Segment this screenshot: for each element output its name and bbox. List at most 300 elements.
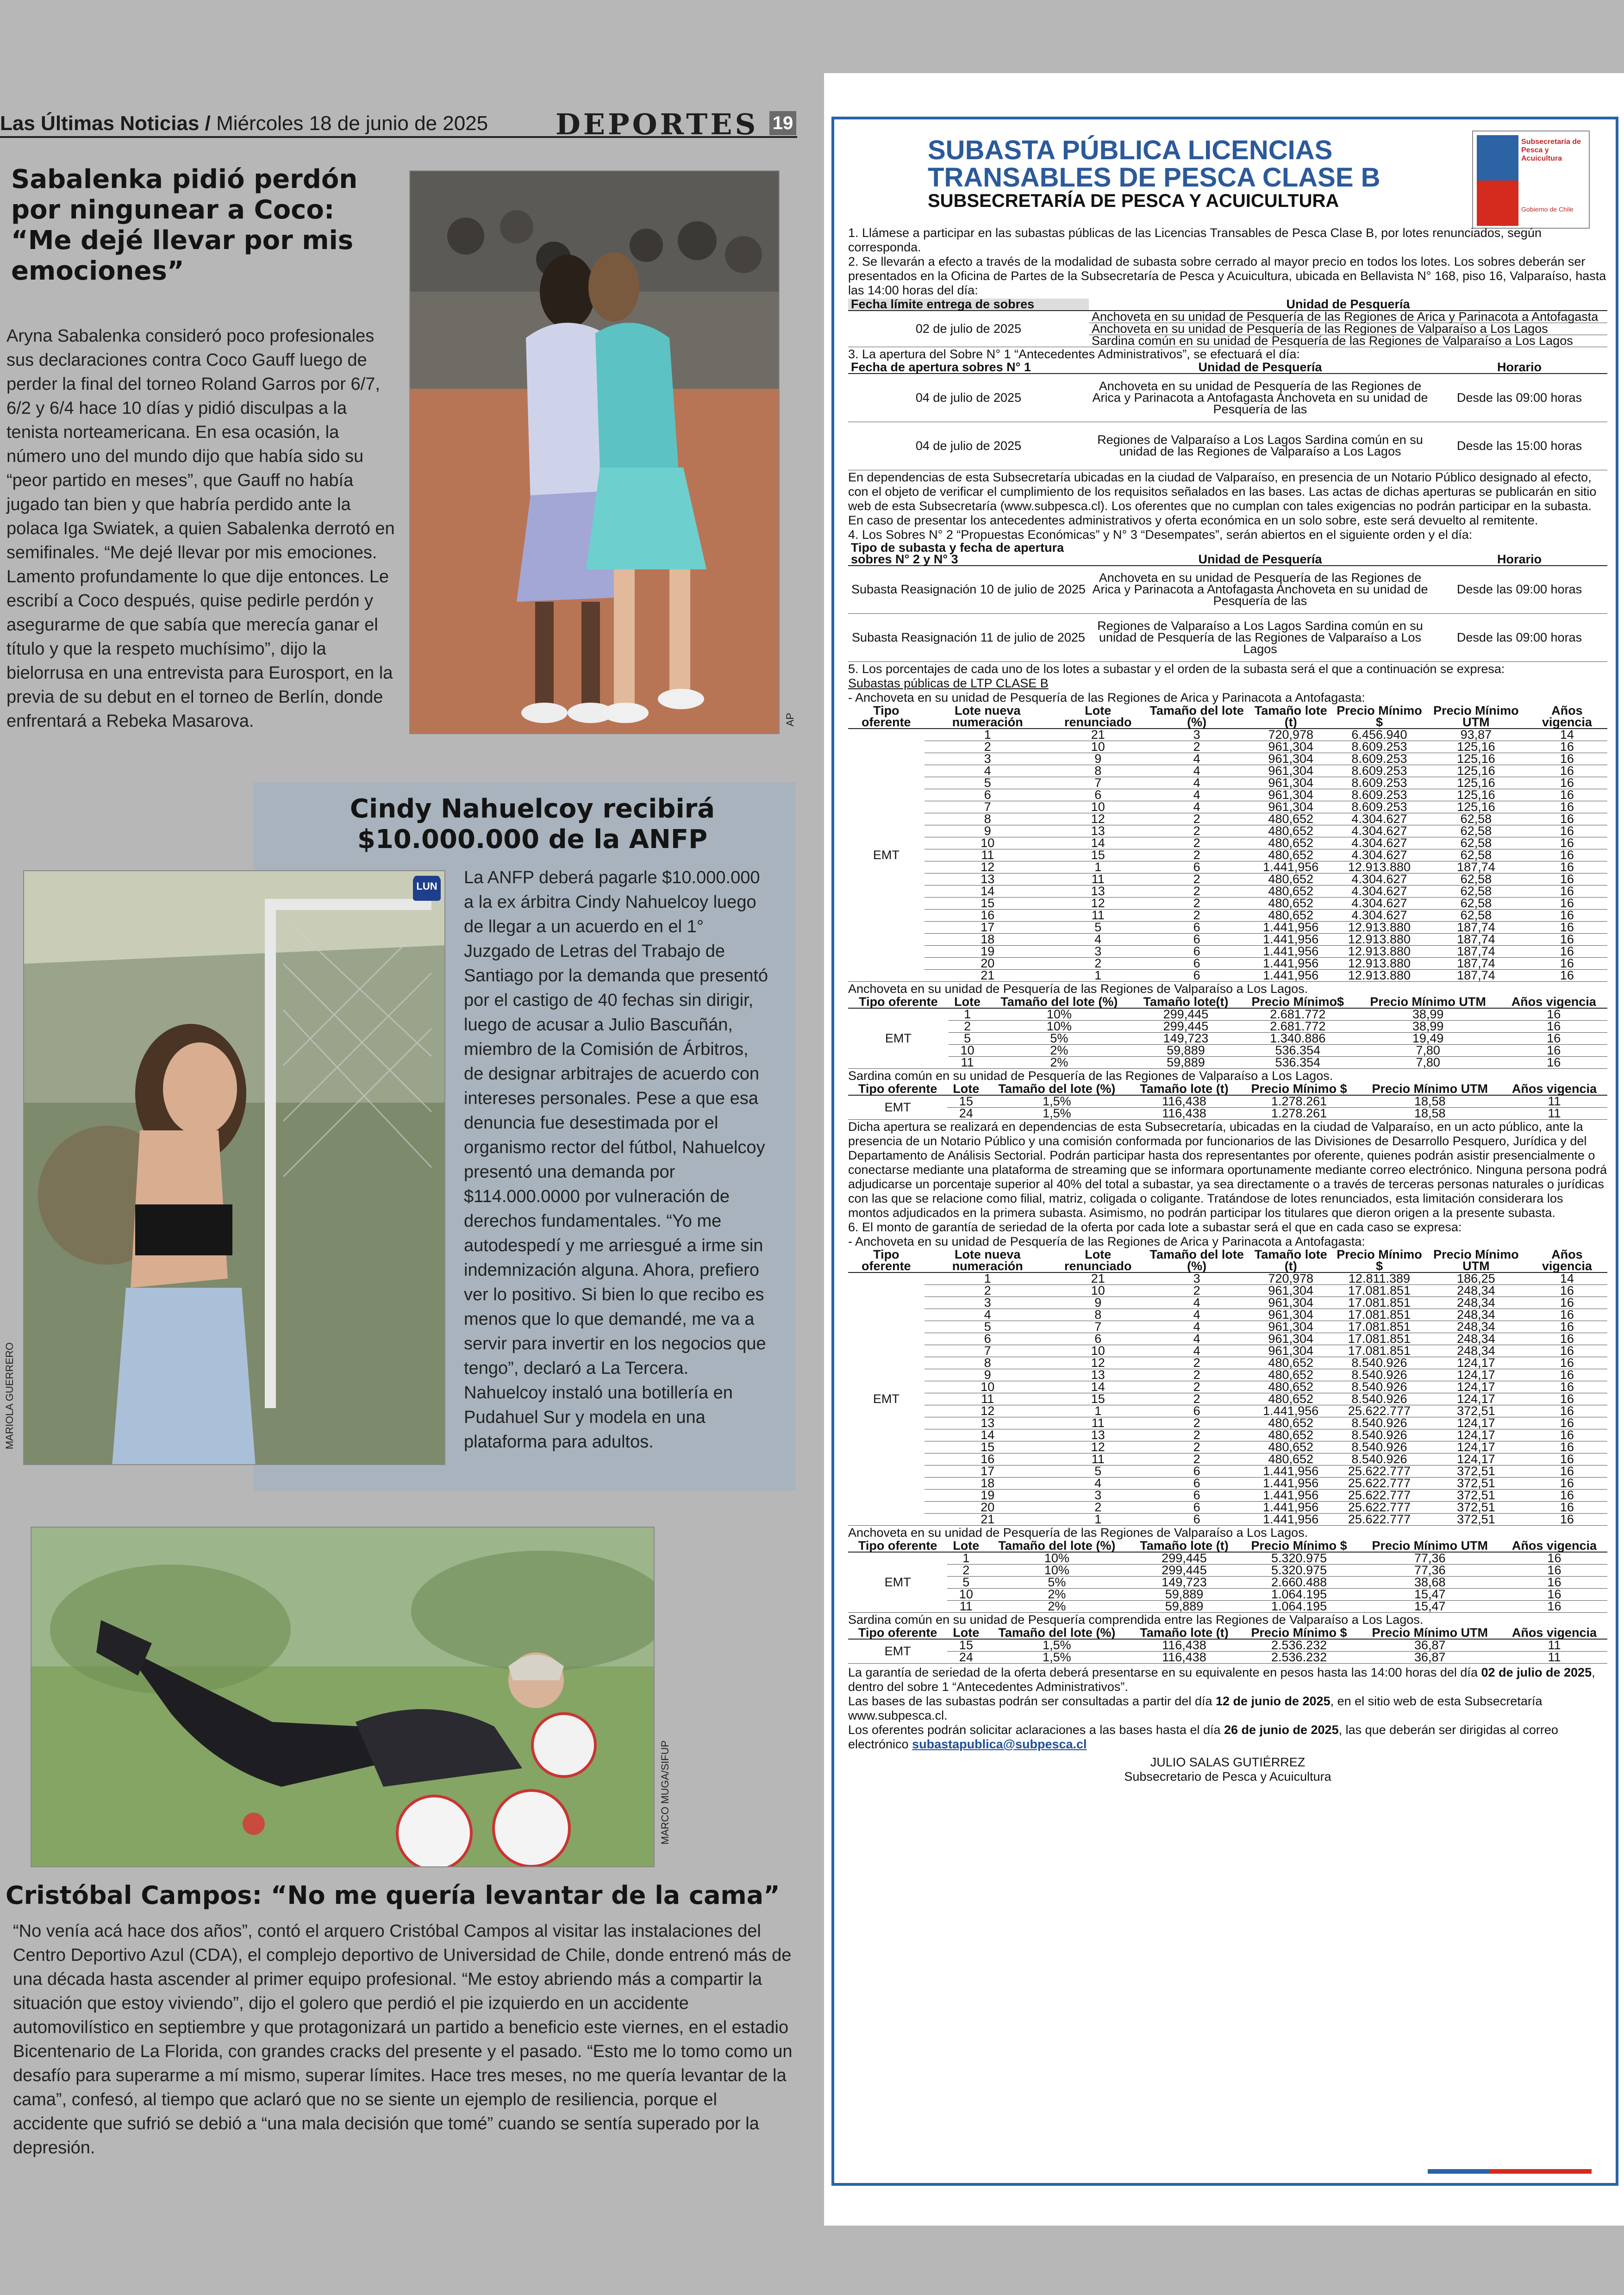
table-cell: 5 [924,1321,1051,1333]
table-cell: 124,17 [1425,1369,1527,1381]
table-cell: 299,445 [1132,1008,1240,1021]
table-cell: 16 [1527,741,1607,753]
table-cell: 372,51 [1425,1502,1527,1514]
table-cell: 1.441,956 [1248,861,1333,873]
table-row [848,1309,1607,1321]
table-cell: 16 [1527,1345,1607,1357]
table-cell: 187,74 [1425,946,1527,958]
table-cell: 2 [1051,958,1145,970]
table-cell: 6.456.940 [1333,729,1425,741]
table-cell: 2 [1145,1441,1249,1453]
table-header-cell: Tamaño lote(t) [1132,996,1240,1008]
table-cell: 10 [924,1381,1051,1393]
table-cell: 4.304.627 [1333,825,1425,837]
table-opening-2 [848,542,1607,662]
table-cell: 12.811.389 [1333,1272,1425,1285]
table-cell: 16 [1527,1417,1607,1429]
logo-sub: Gobierno de Chile [1521,206,1574,213]
table-cell: 12 [924,1405,1051,1417]
table-cell: 11 [947,1601,985,1613]
table-cell: 372,51 [1425,1466,1527,1478]
table-cell: 11 [1501,1108,1607,1120]
table-cell: 4 [1145,1333,1249,1345]
page-number: 19 [769,111,796,135]
table-cell: 248,34 [1425,1333,1527,1345]
table-header-cell: Tamaño del lote (%) [1145,1249,1249,1272]
table-cell: 1 [924,729,1051,741]
table-cell: 16 [924,910,1051,922]
bidder-type-cell: EMT [848,1008,949,1069]
closing-2 [848,1694,1607,1723]
table-row [848,1008,1607,1021]
notice-title-line1: SUBASTA PÚBLICA LICENCIAS [928,135,1333,165]
table-cell: 8.609.253 [1333,789,1425,801]
table-cell: 961,304 [1248,1345,1333,1357]
table-header-cell: Años vigencia [1500,996,1607,1008]
table-header-row [848,1627,1607,1639]
table-cell: 248,34 [1425,1297,1527,1309]
table-cell: 149,723 [1132,1033,1240,1045]
table-cell: 36,87 [1359,1639,1501,1652]
table-cell: 2 [1145,898,1249,910]
table-row [848,837,1607,849]
table-cell: 18,58 [1359,1095,1501,1108]
table-cell: 248,34 [1425,1309,1527,1321]
notice-p2: 2. Se llevarán a efecto a través de la modalidad de subasta sobre cerrado al mayor precio en todos los lotes. Los sobres deberán ser presentados en la Oficina de Partes de la Subsecretaría de Pesca y Acuicultura, ubicada en Bellavista N° 168, piso 16, Valparaíso, hasta las 14:00 horas del día: [848,255,1606,297]
table-header-cell: Precio Mínimo UTM [1425,705,1527,729]
table-cell: 16 [1527,837,1607,849]
th-opening-unit: Unidad de Pesquería [1089,362,1431,374]
table-cell: 10% [985,1565,1129,1577]
table-cell: 16 [1527,922,1607,934]
table-cell: 2 [1145,1285,1249,1297]
table-row [848,1514,1607,1526]
notice-p6-a: - Anchoveta en su unidad de Pesquería de las Regiones de Arica y Parinacota a Antofagasta: [848,1235,1365,1248]
table-row [848,1108,1607,1120]
table-cell: 16 [1527,1466,1607,1478]
table-cell: 3 [924,753,1051,765]
table-cell: 4 [1145,777,1249,789]
closing-3-bold: 26 de junio de 2025 [1224,1723,1339,1737]
table-cell: 12.913.880 [1333,970,1425,982]
notice-p5: 5. Los porcentajes de cada uno de los lotes a subastar y el orden de la subasta será el que a continuación se expresa: [848,662,1505,676]
table-cell: 4.304.627 [1333,898,1425,910]
table-cell: 2 [1145,741,1249,753]
table-cell: 1,5% [985,1095,1129,1108]
table-cell: 16 [1527,849,1607,861]
table-cell: 149,723 [1129,1577,1240,1589]
notice-title-block [928,137,1460,210]
table-cell: 1.441,956 [1248,970,1333,982]
table-cell: 12.913.880 [1333,946,1425,958]
table-cell: 16 [1501,1565,1607,1577]
table-cell: 16 [1527,1502,1607,1514]
table-cell: 17.081.851 [1333,1297,1425,1309]
table-cell: 16 [1527,910,1607,922]
table-header-cell: Tipo oferente [848,1627,947,1639]
table-cell: 8.540.926 [1333,1393,1425,1405]
table-cell: 124,17 [1425,1429,1527,1441]
table-cell: 17.081.851 [1333,1309,1425,1321]
table-cell: 4 [1145,753,1249,765]
article3-body: “No venía acá hace dos años”, contó el arquero Cristóbal Campos al visitar las instalaciones del Centro Deportivo Azul (CDA), el complejo deportivo de Universidad de Chile, donde entrenó más de una década hasta ascender al primer equipo profesional. “Me estoy abriendo más a compartir la situación que estoy viviendo”, dijo el golero que perdió el pie izquierdo en un accidente automovilístico en septiembre y que protagonizará un partido a beneficio este viernes, en el estadio Bicentenario de La Florida, con grandes cracks del presente y el pasado. “Esto me lo tomo como un desafío para superarme a mí mismo, superar límites. Hace tres meses, no me quería levantar de la cama”, confesó, al tiempo que aclaró que no se siente un ejemplo de resiliencia, porque el accidente que sufrió se debió a “una mala decisión que tomé” cuando se sentía superado por la depresión. [13,1921,793,2158]
contact-email-link[interactable]: subastapublica@subpesca.cl [912,1737,1087,1751]
table-cell: 2.681.772 [1240,1021,1356,1033]
table-cell: 1 [1051,970,1145,982]
table-header-cell: Precio Mínimo $ [1239,1627,1358,1639]
table-cell: 5% [985,1577,1129,1589]
table-cell: 4.304.627 [1333,837,1425,849]
table-header-cell: Precio Mínimo $ [1333,1249,1425,1272]
table-cell: 6 [924,1333,1051,1345]
table-cell: 8.609.253 [1333,765,1425,777]
table-cell: 12.913.880 [1333,922,1425,934]
signer-name: JULIO SALAS GUTIÉRREZ [1150,1755,1305,1769]
table-cell: 12 [1051,813,1145,825]
table-cell: 24 [947,1652,985,1664]
table-cell: 480,652 [1248,849,1333,861]
section-title: DEPORTES [556,107,759,141]
table-cell: 1.441,956 [1248,934,1333,946]
table-cell: 62,58 [1425,898,1527,910]
table-cell: 16 [1500,1057,1607,1069]
opening-date-1: 04 de julio de 2025 [848,374,1089,422]
table-cell: 16 [1527,934,1607,946]
table-cell: 6 [1145,1405,1249,1417]
table-cell: 16 [1527,753,1607,765]
table-cell: 2 [1145,825,1249,837]
table-cell: 2 [1145,1393,1249,1405]
table-header-cell: Lote renunciado [1051,1249,1145,1272]
table-header-row [848,996,1607,1008]
notice-title-line2: TRANSABLES DE PESCA CLASE B [928,162,1380,193]
table-row [848,1333,1607,1345]
table-row [848,1381,1607,1393]
table-cell: 17 [924,1466,1051,1478]
table-cell: 21 [924,970,1051,982]
table-cell: 93,87 [1425,729,1527,741]
table-cell: 480,652 [1248,898,1333,910]
bidder-type-cell: EMT [848,1095,947,1120]
table-row [848,849,1607,861]
table-lots-sardina [848,1083,1607,1120]
table-header-cell: Precio Mínimo UTM [1356,996,1500,1008]
table-cell: 19 [924,1490,1051,1502]
table-row [848,1601,1607,1613]
table-cell: 2% [987,1057,1132,1069]
table-cell: 7 [1051,1321,1145,1333]
table-cell: 13 [924,1417,1051,1429]
table-cell: 480,652 [1248,910,1333,922]
table-cell: 5 [924,777,1051,789]
table-cell: 536.354 [1240,1057,1356,1069]
table-cell: 16 [1527,1393,1607,1405]
table-row [848,910,1607,922]
table-cell: 25.622.777 [1333,1478,1425,1490]
table-cell: 62,58 [1425,825,1527,837]
table-guarantee-arica [848,1249,1607,1526]
table-cell: 372,51 [1425,1490,1527,1502]
table-header-row [848,1249,1607,1272]
table-cell: 187,74 [1425,861,1527,873]
auction-time-1: Desde las 09:00 horas [1431,566,1607,614]
auction-time-2: Desde las 09:00 horas [1431,614,1607,662]
table-cell: 3 [924,1297,1051,1309]
table-cell: 480,652 [1248,825,1333,837]
table-header-cell: Tamaño del lote (%) [985,1540,1129,1552]
table-cell: 2.681.772 [1240,1008,1356,1021]
table-cell: 10% [987,1008,1132,1021]
notice-p6: 6. El monto de garantía de seriedad de la oferta por cada lote a subastar será el que en cada caso se expresa: [848,1220,1462,1234]
t6c-caption: Sardina común en su unidad de Pesquería comprendida entre las Regiones de Valparaíso a Los Lagos. [848,1613,1424,1627]
deadline-unit-2: Anchoveta en su unidad de Pesquería de las Regiones de Valparaíso a Los Lagos [1089,323,1607,335]
table-header-cell: Tamaño lote (t) [1129,1083,1240,1095]
referee-portrait-illustration [24,871,445,1465]
table-cell: 16 [1500,1021,1607,1033]
table-cell: 16 [1527,813,1607,825]
table-header-cell: Tamaño del lote (%) [985,1627,1129,1639]
table-cell: 1.441,956 [1248,1405,1333,1417]
t5c-caption: Sardina común en su unidad de Pesquería de las Regiones de Valparaíso a Los Lagos. [848,1069,1333,1083]
table-cell: 3 [1051,946,1145,958]
table-cell: 1.441,956 [1248,1478,1333,1490]
table-row [848,1393,1607,1405]
table-cell: 7 [924,1345,1051,1357]
table-cell: 12 [1051,1441,1145,1453]
table-cell: 16 [1527,1429,1607,1441]
table-cell: 16 [1527,970,1607,982]
table-row [848,1272,1607,1285]
table-cell: 720,978 [1248,729,1333,741]
table-cell: 59,889 [1129,1601,1240,1613]
table-row [848,958,1607,970]
table-cell: 1.441,956 [1248,1490,1333,1502]
table-cell: 961,304 [1248,1309,1333,1321]
table-cell: 8 [924,1357,1051,1369]
table-cell: 480,652 [1248,837,1333,849]
table-cell: 14 [1527,1272,1607,1285]
opening-unit-1: Anchoveta en su unidad de Pesquería de las Regiones de Arica y Parinacota a Antofagasta Anchoveta en su unidad de Pesquería de las [1089,374,1431,422]
table-header-cell: Precio Mínimo$ [1240,996,1356,1008]
table-cell: 9 [1051,1297,1145,1309]
lun-badge: LUN [414,876,440,897]
closing-1-pre: La garantía de seriedad de la oferta deberá presentarse en su equivalente en pesos hasta las 14:00 horas del día [848,1665,1481,1679]
table-row [848,922,1607,934]
table-cell: 9 [924,1369,1051,1381]
table-cell: 961,304 [1248,1297,1333,1309]
table-header-cell: Precio Mínimo UTM [1359,1083,1501,1095]
table-cell: 6 [1145,1502,1249,1514]
table-row [848,1565,1607,1577]
table-cell: 5 [947,1577,985,1589]
table-header-row [848,1083,1607,1095]
table-cell: 4 [1145,789,1249,801]
table-cell: 13 [924,873,1051,886]
th-auction-time: Horario [1431,542,1607,566]
article2-body: La ANFP deberá pagarle $10.000.000 a la ex árbitra Cindy Nahuelcoy luego de llegar a un acuerdo en el 1° Juzgado de Letras del Trabajo de Santiago por la demanda que presentó por el castigo de 40 fechas sin dirigir, luego de acusar a Julio Bascuñán, miembro de la Comisión de Árbitros, de designar arbitrajes de acuerdo con intereses personales. Pese a que esa denuncia fue desestimada por el organismo rector del fútbol, Nahuelcoy presentó una demanda por $114.000.0000 por vulneración de derechos fundamentales. “Yo me autodespedí y me arriesgué a irme sin indemnización alguna. Ahora, prefiero ver lo positivo. Si bien lo que recibo es menos que lo que demandé, me va a servir para invertir en los negocios que tengo”, declaró a La Tercera. Nahuelcoy instaló una botillería en Pudahuel Sur y modela en una plataforma para adultos. [464,868,768,1452]
table-cell: 18,58 [1359,1108,1501,1120]
table-cell: 62,58 [1425,837,1527,849]
table-cell: 16 [1501,1552,1607,1565]
table-header-row [848,1540,1607,1552]
opening-time-1: Desde las 09:00 horas [1431,374,1607,422]
table-cell: 1.064.195 [1239,1601,1358,1613]
table-row [848,801,1607,813]
table-cell: 21 [924,1514,1051,1526]
th-opening-time: Horario [1431,362,1607,374]
table-row [848,1095,1607,1108]
table-cell: 2.536.232 [1239,1639,1358,1652]
table-header-cell: Años vigencia [1501,1540,1607,1552]
table-row [848,1021,1607,1033]
table-cell: 36,87 [1359,1652,1501,1664]
table-cell: 16 [1527,873,1607,886]
table-cell: 480,652 [1248,886,1333,898]
th-unit: Unidad de Pesquería [1089,299,1607,311]
closing-3 [848,1723,1607,1752]
table-cell: 299,445 [1129,1565,1240,1577]
subpesca-logo [1472,131,1590,229]
article1-photo-credit: AP [784,713,796,727]
article3-photo-credit: MARCO MUGA/SIFUP [659,1740,671,1845]
table-cell: 21 [1051,1272,1145,1285]
table-row [848,1466,1607,1478]
table-cell: 4 [924,1309,1051,1321]
table-cell: 187,74 [1425,970,1527,982]
table-cell: 124,17 [1425,1441,1527,1453]
table-cell: 6 [1145,861,1249,873]
publication-name: Las Últimas Noticias / [0,112,211,135]
table-deadline [848,299,1607,347]
closing-3-pre: Los oferentes podrán solicitar aclaraciones a las bases hasta el día [848,1723,1224,1737]
table-cell: 372,51 [1425,1405,1527,1417]
table-cell: 15 [947,1095,985,1108]
table-cell: 961,304 [1248,1333,1333,1345]
table-cell: 14 [1051,1381,1145,1393]
table-cell: 25.622.777 [1333,1514,1425,1526]
tennis-hug-illustration [410,171,780,734]
table-header-cell: Tipo oferente [848,1083,947,1095]
table-cell: 8.540.926 [1333,1381,1425,1393]
table-cell: 116,438 [1129,1652,1240,1664]
table-header-cell: Lote [947,1627,985,1639]
bidder-type-cell: EMT [848,1639,947,1664]
deadline-date: 02 de julio de 2025 [848,311,1089,347]
table-cell: 16 [1527,898,1607,910]
bidder-type-cell: EMT [848,729,924,982]
th-auction-type: Tipo de subasta y fecha de apertura sobres N° 2 y N° 3 [848,542,1089,566]
table-cell: 8.609.253 [1333,753,1425,765]
table-cell: 1.340.886 [1240,1033,1356,1045]
table-cell: 11 [1051,873,1145,886]
table-cell: 720,978 [1248,1272,1333,1285]
table-cell: 3 [1051,1490,1145,1502]
table-cell: 1.441,956 [1248,1466,1333,1478]
table-cell: 38,99 [1356,1021,1500,1033]
table-cell: 961,304 [1248,789,1333,801]
table-cell: 38,68 [1359,1577,1501,1589]
table-row [848,1441,1607,1453]
closing-1-post: , dentro del sobre 1 “Antecedentes Administrativos”. [848,1665,1595,1694]
table-cell: 480,652 [1248,1393,1333,1405]
table-row [848,873,1607,886]
table-cell: 16 [1527,1333,1607,1345]
table-cell: 14 [1527,729,1607,741]
table-cell: 2 [1145,1381,1249,1393]
table-cell: 248,34 [1425,1321,1527,1333]
table-cell: 2% [985,1601,1129,1613]
table-row [848,1502,1607,1514]
table-cell: 961,304 [1248,801,1333,813]
article2-photo-credit: MARIOLA GUERRERO [4,1342,15,1450]
table-cell: 124,17 [1425,1393,1527,1405]
closing-1 [848,1665,1607,1694]
table-cell: 25.622.777 [1333,1502,1425,1514]
table-row [848,1490,1607,1502]
auction-unit-1: Anchoveta en su unidad de Pesquería de las Regiones de Arica y Parinacota a Antofagasta Anchoveta en su unidad de Pesquería de las [1089,566,1431,614]
table-cell: 480,652 [1248,1381,1333,1393]
table-cell: 15 [1051,849,1145,861]
table-cell: 1,5% [985,1639,1129,1652]
table-row [848,813,1607,825]
table-header-cell: Lote [949,996,987,1008]
table-cell: 19,49 [1356,1033,1500,1045]
table-cell: 187,74 [1425,958,1527,970]
closing-3-post: , las que deberán ser dirigidas al correo electrónico [848,1723,1558,1751]
table-cell: 2 [1145,1357,1249,1369]
table-cell: 25.622.777 [1333,1405,1425,1417]
table-row [848,1033,1607,1045]
table-cell: 62,58 [1425,873,1527,886]
table-cell: 125,16 [1425,753,1527,765]
table-cell: 248,34 [1425,1345,1527,1357]
table-cell: 24 [947,1108,985,1120]
table-cell: 25.622.777 [1333,1490,1425,1502]
table-row [848,970,1607,982]
table-cell: 480,652 [1248,873,1333,886]
table-cell: 372,51 [1425,1514,1527,1526]
table-cell: 1,5% [985,1108,1129,1120]
table-cell: 480,652 [1248,1453,1333,1466]
table-cell: 2.536.232 [1239,1652,1358,1664]
table-cell: 5.320.975 [1239,1552,1358,1565]
table-cell: 11 [1501,1652,1607,1664]
table-row [848,1405,1607,1417]
table-header-cell: Lote [947,1540,985,1552]
table-header-cell: Tamaño del lote (%) [1145,705,1249,729]
table-cell: 480,652 [1248,1441,1333,1453]
table-cell: 10 [924,837,1051,849]
table-cell: 4 [1145,1309,1249,1321]
table-cell: 116,438 [1129,1639,1240,1652]
table-cell: 6 [1145,1514,1249,1526]
table-cell: 6 [1145,1490,1249,1502]
table-cell: 11 [949,1057,987,1069]
table-cell: 8.609.253 [1333,801,1425,813]
table-row [848,741,1607,753]
table-cell: 2 [949,1021,987,1033]
table-cell: 8.540.926 [1333,1453,1425,1466]
table-cell: 2 [1145,1429,1249,1441]
table-cell: 6 [1051,789,1145,801]
table-cell: 480,652 [1248,1429,1333,1441]
auction-unit-2: Regiones de Valparaíso a Los Lagos Sardina común en su unidad de Pesquería de las Regiones de Valparaíso a Los Lagos [1089,614,1431,662]
table-row [848,1577,1607,1589]
table-cell: 1,5% [985,1652,1129,1664]
table-cell: 125,16 [1425,741,1527,753]
table-opening-1 [848,362,1607,470]
signer-role: Subsecretario de Pesca y Acuicultura [1124,1770,1331,1784]
